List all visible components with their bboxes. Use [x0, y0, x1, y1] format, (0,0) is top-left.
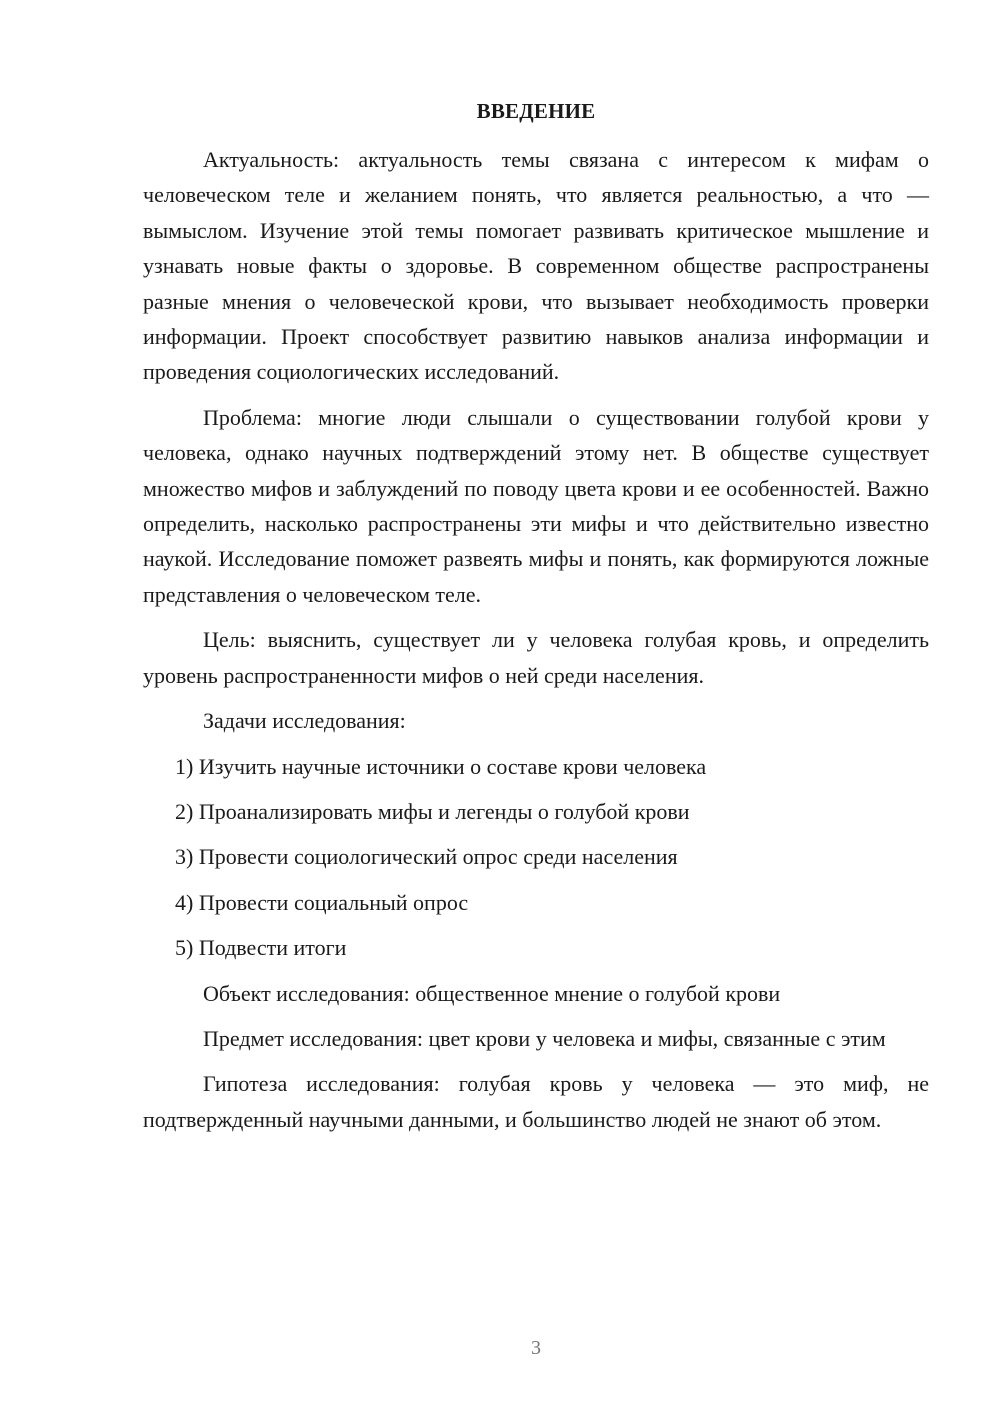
document-page: [143, 0, 929, 1414]
problem-paragraph: Проблема: многие люди слышали о существовании голубой крови у человека, однако научных подтверждений этому нет. В обществе существует множество мифов и заблуждений по поводу цвета крови и ее особенностей. Важно определить, насколько распространены эти мифы и что действительно известно наукой. Исследование поможет развеять мифы и понять, как формируются ложные представления о человеческом теле.: [143, 404, 929, 607]
subject-paragraph: Предмет исследования: цвет крови у человека и мифы, связанные с этим: [203, 1025, 886, 1051]
hypothesis-paragraph: Гипотеза исследования: голубая кровь у человека — это миф, не подтвержденный научными данными, и большинство людей не знают об этом.: [143, 1071, 929, 1132]
tasks-list: [143, 749, 929, 966]
goal-paragraph: Цель: выяснить, существует ли у человека голубая кровь, и определить уровень распространенности мифов о ней среди населения.: [143, 627, 929, 688]
task-item: 1) Изучить научные источники о составе крови человека: [175, 753, 707, 779]
object-paragraph: Объект исследования: общественное мнение о голубой крови: [203, 980, 781, 1006]
document-body: [143, 142, 929, 1147]
task-item: 4) Провести социальный опрос: [175, 889, 469, 915]
task-item: 2) Проанализировать мифы и легенды о голубой крови: [175, 798, 690, 824]
relevance-paragraph: Актуальность: актуальность темы связана с интересом к мифам о человеческом теле и желанием понять, что является реальностью, а что — вымыслом. Изучение этой темы помогает развивать критическое мышление и узнавать новые факты о здоровье. В современном обществе распространены разные мнения о человеческой крови, что вызывает необходимость проверки информации. Проект способствует развитию навыков анализа информации и проведения социологических исследований.: [143, 147, 929, 385]
page-number: 3: [531, 1337, 541, 1359]
section-title: ВВЕДЕНИЕ: [476, 99, 596, 123]
task-item: 5) Подвести итоги: [175, 935, 347, 961]
tasks-heading: Задачи исследования:: [203, 708, 406, 734]
task-item: 3) Провести социологический опрос среди населения: [175, 844, 678, 870]
